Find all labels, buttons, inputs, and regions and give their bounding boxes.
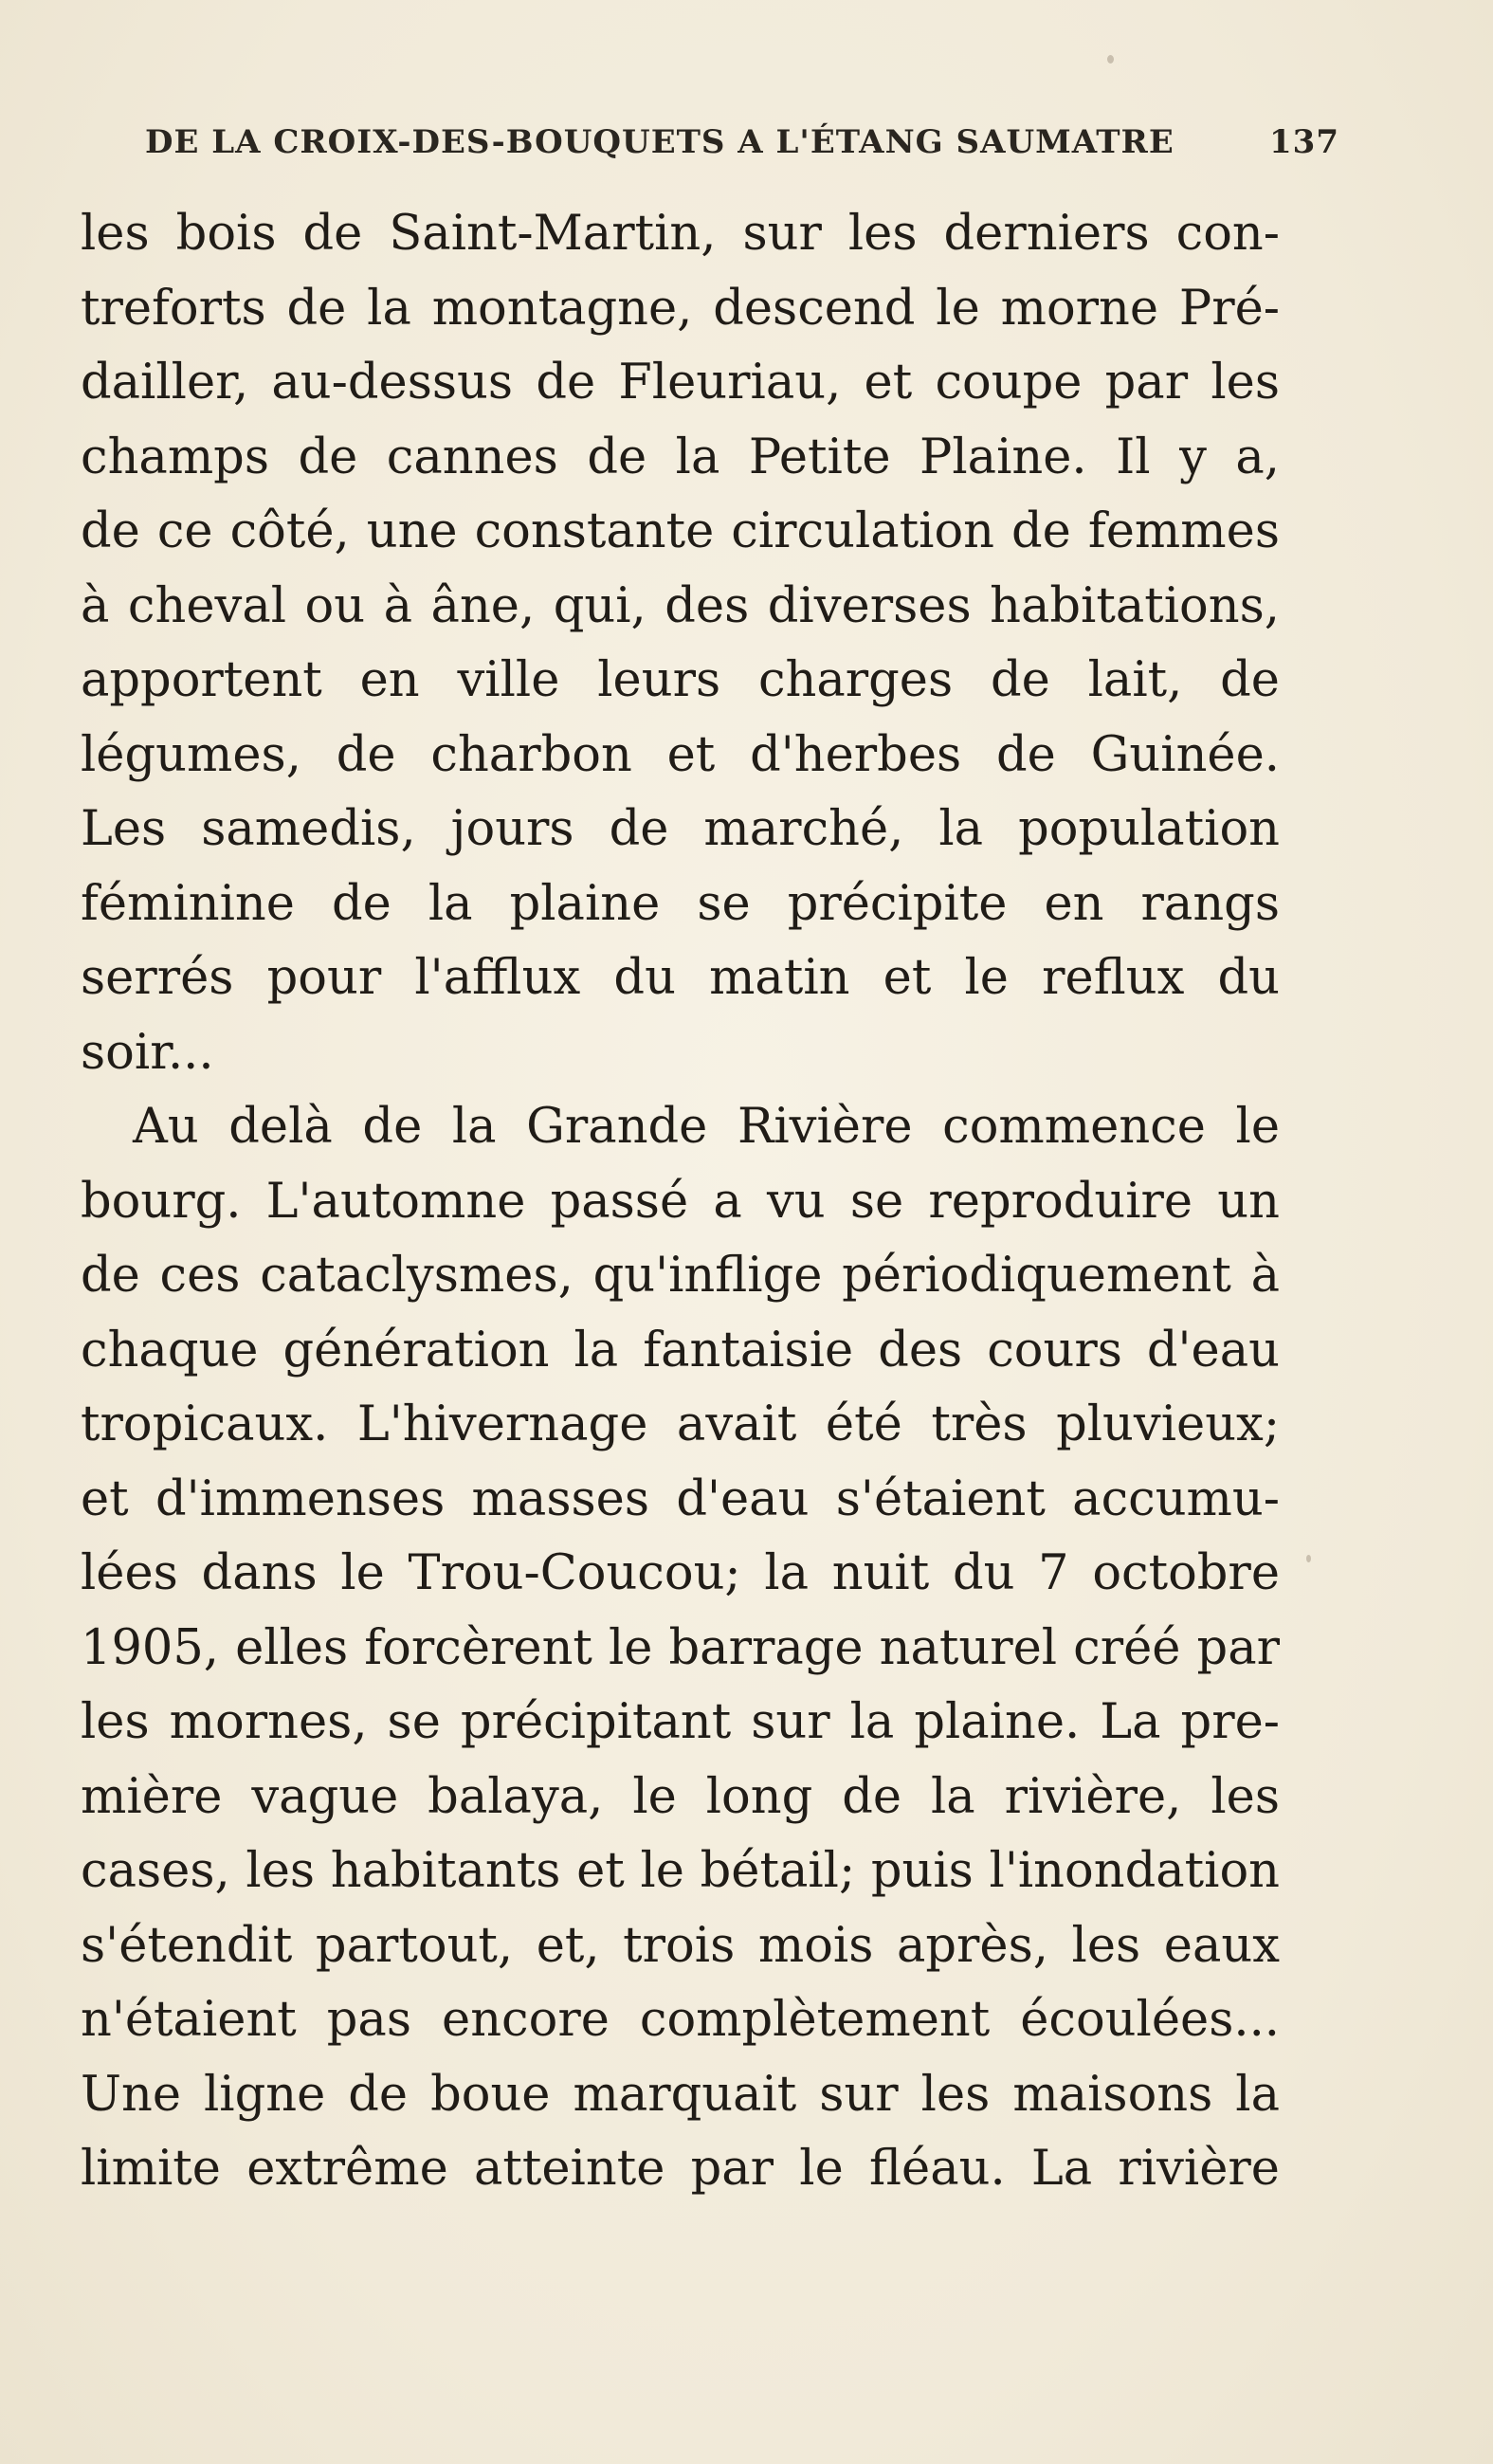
text-line: lées dans le Trou-Coucou; la nuit du 7 octobre [81,1545,1280,1601]
text-line: les mornes, se précipitant sur la plaine. La pre- [81,1694,1280,1750]
text-line: n'étaient pas encore complètement écoulées... [81,1992,1280,2048]
text-line: bourg. L'automne passé a vu se reproduire un [81,1173,1280,1230]
text-line: apportent en ville leurs charges de lait, de [81,652,1280,708]
text-line: à cheval ou à âne, qui, des diverses habitations, [81,577,1280,634]
text-line: champs de cannes de la Petite Plaine. Il y a, [81,429,1280,485]
text-line: soir... [81,1024,214,1081]
running-head [145,123,1339,161]
text-line: de ces cataclysmes, qu'inflige périodiquement à [81,1248,1280,1304]
text-line: de ce côté, une constante circulation de femmes [81,503,1280,559]
text-line: treforts de la montagne, descend le morne Pré- [81,280,1280,337]
text-line: s'étendit partout, et, trois mois après, les eaux [81,1917,1280,1974]
paragraph-2 [81,1090,1280,2207]
text-line: Au delà de la Grande Rivière commence le [133,1099,1280,1155]
text-line: chaque génération la fantaisie des cours d'eau [81,1322,1280,1378]
text-line: féminine de la plaine se précipite en rangs [81,875,1280,932]
paper-speck [1107,55,1114,64]
text-line: cases, les habitants et le bétail; puis l'inondation [81,1843,1280,1899]
paragraph-1 [81,197,1280,1090]
text-line: serrés pour l'afflux du matin et le reflux du [81,950,1280,1006]
page-number: 137 [1269,123,1339,161]
body-text [81,197,1280,2207]
text-line: Les samedis, jours de marché, la population [81,801,1280,857]
text-line: tropicaux. L'hivernage avait été très pluvieux; [81,1396,1280,1452]
paper-speck [1306,1555,1311,1562]
text-line: et d'immenses masses d'eau s'étaient accumu- [81,1470,1280,1527]
text-line: légumes, de charbon et d'herbes de Guinée. [81,726,1280,783]
text-line: mière vague balaya, le long de la rivière, les [81,1768,1280,1825]
running-head-title: DE LA CROIX-DES-BOUQUETS A L'ÉTANG SAUMATRE [145,123,1174,161]
text-line: les bois de Saint-Martin, sur les derniers con- [81,206,1280,262]
text-line: 1905, elles forcèrent le barrage naturel créé par [81,1619,1280,1676]
text-line: limite extrême atteinte par le fléau. La rivière [81,2141,1280,2197]
text-line: Une ligne de boue marquait sur les maisons la [81,2066,1280,2123]
text-line: dailler, au-dessus de Fleuriau, et coupe par les [81,355,1280,411]
